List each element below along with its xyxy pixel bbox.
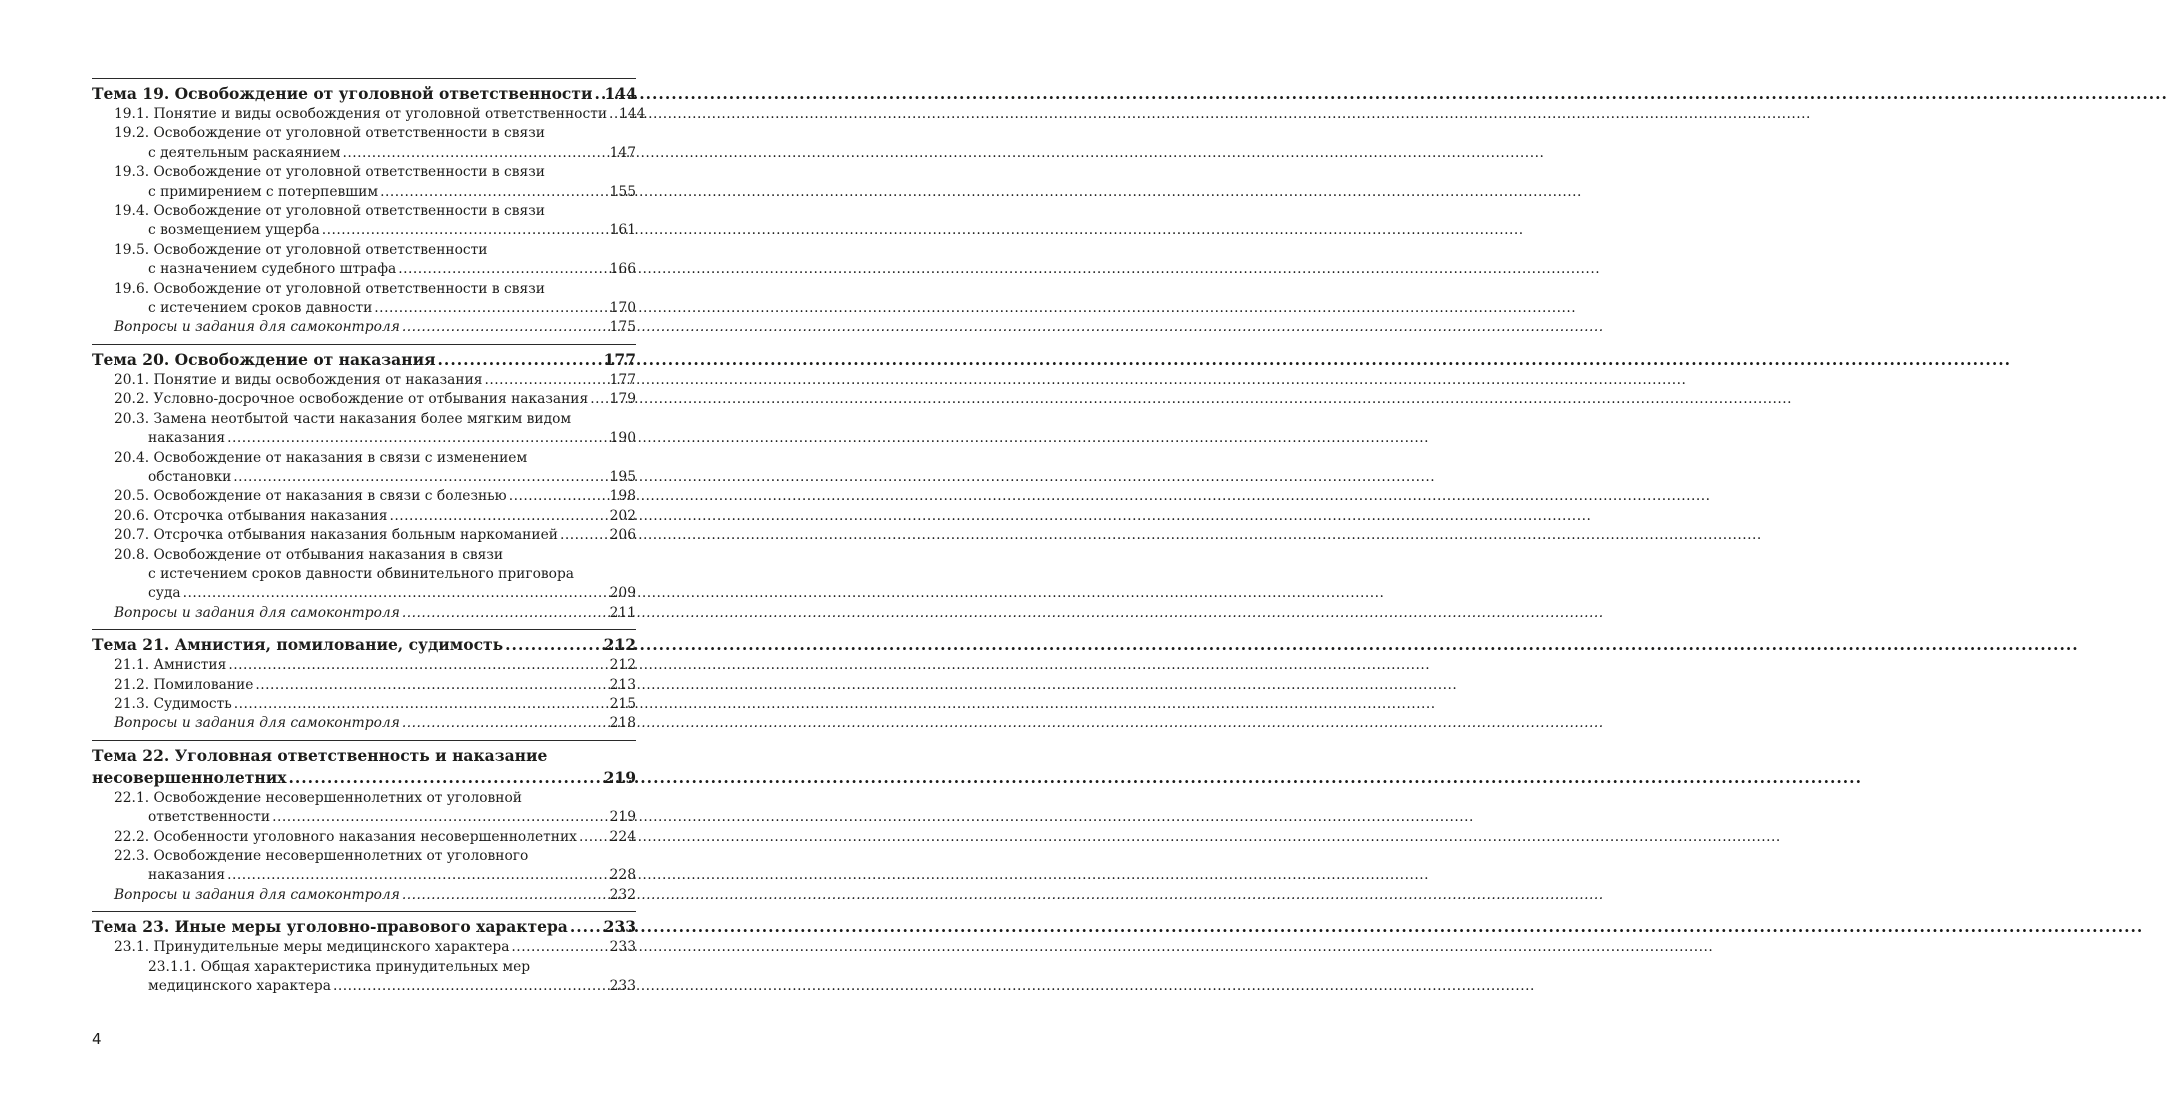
toc-entry-page: 233 <box>609 939 636 956</box>
theme-title-text: Тема 20. Освобождение от наказания <box>92 349 436 369</box>
toc-entry <box>92 183 636 202</box>
toc-entry-page: 228 <box>609 867 636 884</box>
toc-theme <box>92 740 636 905</box>
toc-entry: 22.3. Освобождение несовершеннолетних от уголовного <box>114 848 529 864</box>
toc-entry <box>92 584 636 603</box>
dot-leader <box>594 83 602 105</box>
questions-entry-text: Вопросы и задания для самоконтроля <box>114 715 400 732</box>
dot-leader <box>509 487 608 506</box>
toc-entry <box>92 695 636 714</box>
page-number: 4 <box>92 1030 102 1048</box>
questions-entry <box>92 714 636 733</box>
toc-entry: 20.3. Замена неотбытой части наказания более мягким видом <box>114 410 572 427</box>
theme-title <box>92 767 636 789</box>
toc-entry <box>92 526 636 545</box>
questions-entry <box>92 318 636 337</box>
toc-entry: 20.8. Освобождение от отбывания наказания в связи <box>114 546 504 563</box>
questions-entry <box>92 604 636 623</box>
toc-entry <box>92 390 636 409</box>
toc-entry <box>92 507 636 526</box>
theme-title-text: Тема 23. Иные меры уголовно-правового характера <box>92 917 568 937</box>
questions-entry-text: Вопросы и задания для самоконтроля <box>114 886 400 903</box>
dot-leader <box>402 604 608 623</box>
toc-entry-text: наказания <box>148 430 226 447</box>
dot-leader <box>579 828 608 847</box>
toc-entry <box>92 487 636 506</box>
toc-entry <box>92 144 636 163</box>
theme-title-page: 219 <box>603 767 636 787</box>
toc-entry-text: ответственности <box>148 809 271 826</box>
toc-entry <box>92 828 636 847</box>
toc-entry <box>92 676 636 695</box>
toc-entry <box>92 938 636 957</box>
toc-entry <box>92 260 636 279</box>
toc-entry-page: 215 <box>609 695 636 712</box>
toc-theme <box>92 344 636 623</box>
dot-leader <box>255 676 607 695</box>
dot-leader <box>374 299 607 318</box>
toc-entry-page: 147 <box>609 144 636 161</box>
dot-leader <box>505 634 601 656</box>
toc-entry-text: 20.6. Отсрочка отбывания наказания <box>114 507 388 524</box>
toc-entry-page: 144 <box>619 106 646 122</box>
questions-entry-page: 232 <box>609 886 636 903</box>
toc-entry-text: 21.2. Помилование <box>114 676 254 693</box>
theme-title-text: Тема 19. Освобождение от уголовной ответственности <box>92 84 593 103</box>
dot-leader <box>438 349 602 371</box>
toc-entry-text: с назначением судебного штрафа <box>148 261 397 278</box>
toc-entry-text: с истечением сроков давности <box>148 300 373 317</box>
dot-leader <box>322 221 608 240</box>
toc-entry: с истечением сроков давности обвинительного приговора <box>148 565 575 582</box>
toc-entry: 19.3. Освобождение от уголовной ответственности в связи <box>114 164 545 181</box>
toc-entry-page: 177 <box>609 371 636 388</box>
dot-leader <box>570 916 602 938</box>
theme-title: Тема 22. Уголовная ответственность и наказание <box>92 745 548 765</box>
toc-entry <box>92 105 646 124</box>
toc-theme <box>92 629 636 734</box>
dot-leader <box>511 938 607 957</box>
toc-entry-text: 23.1. Принудительные меры медицинского характера <box>114 939 510 956</box>
toc-entry-page: 224 <box>609 828 636 845</box>
dot-leader <box>233 468 607 487</box>
dot-leader <box>227 866 608 885</box>
toc-entry: 20.4. Освобождение от наказания в связи с изменением <box>114 449 528 466</box>
toc-entry-page: 195 <box>609 468 636 485</box>
toc-entry-text: 20.7. Отсрочка отбывания наказания больным наркоманией <box>114 527 558 544</box>
table-of-contents <box>92 78 646 996</box>
toc-entry: 19.5. Освобождение от уголовной ответственности <box>114 241 488 258</box>
questions-entry <box>92 886 636 905</box>
dot-leader <box>402 714 608 733</box>
toc-entry <box>92 429 636 448</box>
toc-entry-page: 213 <box>609 676 636 693</box>
dot-leader <box>288 767 601 789</box>
toc-entry: 19.4. Освобождение от уголовной ответственности в связи <box>114 203 545 220</box>
theme-title-page: 144 <box>604 84 637 103</box>
theme-title <box>92 916 636 938</box>
dot-leader <box>342 144 607 163</box>
toc-entry-page: 179 <box>609 391 636 408</box>
toc-entry-text: 20.5. Освобождение от наказания в связи с болезнью <box>114 488 507 505</box>
questions-entry-page: 175 <box>609 319 636 336</box>
questions-entry-page: 211 <box>609 604 636 621</box>
toc-entry <box>92 221 636 240</box>
dot-leader <box>609 105 617 124</box>
theme-title <box>92 634 636 656</box>
toc-entry <box>92 371 636 390</box>
toc-entry <box>92 656 636 675</box>
toc-entry <box>92 468 636 487</box>
toc-entry-text: наказания <box>148 867 226 884</box>
toc-entry-text: с возмещением ущерба <box>148 222 320 239</box>
dot-leader <box>398 260 607 279</box>
dot-leader <box>183 584 608 603</box>
toc-entry-text: 21.3. Судимость <box>114 695 232 712</box>
toc-entry-page: 161 <box>609 222 636 239</box>
toc-entry-text: обстановки <box>148 468 232 485</box>
toc-entry-text: 20.1. Понятие и виды освобождения от наказания <box>114 371 483 388</box>
dot-leader <box>485 371 608 390</box>
dot-leader <box>272 808 608 827</box>
theme-title-text: Тема 21. Амнистия, помилование, судимость <box>92 635 504 655</box>
toc-entry-text: суда <box>148 585 181 602</box>
toc-entry: 19.2. Освобождение от уголовной ответственности в связи <box>114 125 545 142</box>
theme-title-page: 177 <box>603 349 636 369</box>
dot-leader <box>590 390 607 409</box>
toc-entry-page: 233 <box>609 978 636 995</box>
toc-entry-page: 155 <box>609 183 636 200</box>
toc-entry <box>92 977 636 996</box>
dot-leader <box>333 977 608 996</box>
dot-leader <box>402 318 608 337</box>
dot-leader <box>380 183 608 202</box>
theme-title-text: несовершеннолетних <box>92 767 287 787</box>
toc-entry-page: 198 <box>609 488 636 505</box>
questions-entry-page: 218 <box>609 715 636 732</box>
dot-leader <box>234 695 608 714</box>
toc-entry-page: 206 <box>609 527 636 544</box>
toc-entry-text: 21.1. Амнистия <box>114 657 227 674</box>
toc-entry: 19.6. Освобождение от уголовной ответственности в связи <box>114 280 545 297</box>
dot-leader <box>227 429 608 448</box>
theme-title <box>92 349 636 371</box>
toc-entry-page: 202 <box>609 507 636 524</box>
dot-leader <box>228 656 607 675</box>
toc-entry-text: с деятельным раскаянием <box>148 144 341 161</box>
questions-entry-text: Вопросы и задания для самоконтроля <box>114 319 400 336</box>
toc-theme <box>92 78 646 338</box>
toc-entry-text: с примирением с потерпевшим <box>148 183 379 200</box>
theme-title <box>92 83 636 105</box>
toc-entry <box>92 808 636 827</box>
toc-entry-page: 190 <box>609 430 636 447</box>
dot-leader <box>389 507 607 526</box>
toc-entry-page: 212 <box>609 657 636 674</box>
toc-entry-page: 209 <box>609 585 636 602</box>
theme-title-page: 233 <box>603 917 636 937</box>
toc-entry-text: 22.2. Особенности уголовного наказания несовершеннолетних <box>114 828 577 845</box>
toc-entry <box>92 866 636 885</box>
toc-entry <box>92 299 636 318</box>
toc-entry-text: 19.1. Понятие и виды освобождения от уголовной ответственности <box>114 106 608 122</box>
toc-entry: 22.1. Освобождение несовершеннолетних от уголовной <box>114 789 522 806</box>
dot-leader <box>402 886 608 905</box>
toc-theme <box>92 911 636 996</box>
toc-entry-page: 219 <box>609 809 636 826</box>
toc-entry-text: 20.2. Условно-досрочное освобождение от отбывания наказания <box>114 391 589 408</box>
toc-entry-page: 166 <box>609 261 636 278</box>
toc-entry-page: 170 <box>609 300 636 317</box>
toc-entry: 23.1.1. Общая характеристика принудительных мер <box>148 958 531 975</box>
questions-entry-text: Вопросы и задания для самоконтроля <box>114 604 400 621</box>
dot-leader <box>560 526 608 545</box>
toc-entry-text: медицинского характера <box>148 978 331 995</box>
theme-title-page: 212 <box>603 635 636 655</box>
